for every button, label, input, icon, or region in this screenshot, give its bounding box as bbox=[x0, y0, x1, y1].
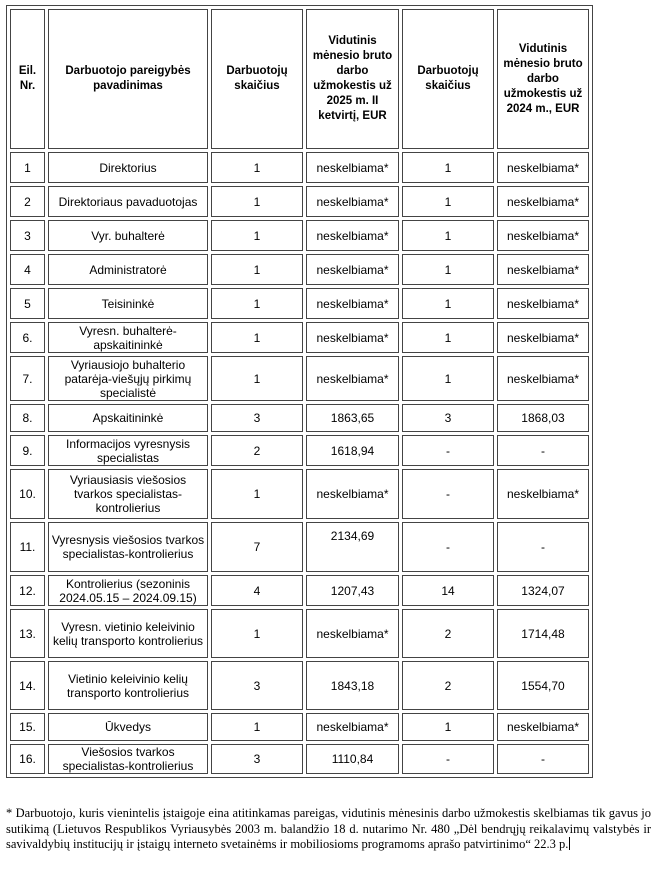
position-cell: Administratorė bbox=[48, 254, 208, 285]
count-2024-cell: 1 bbox=[402, 220, 494, 251]
row-number: 13. bbox=[10, 609, 45, 658]
salary-2025-cell: neskelbiama* bbox=[306, 356, 399, 401]
salary-table bbox=[6, 5, 593, 778]
salary-2025-cell: neskelbiama* bbox=[306, 186, 399, 217]
count-2025-cell: 1 bbox=[211, 609, 303, 658]
salary-2025-cell: neskelbiama* bbox=[306, 152, 399, 183]
count-2025-cell: 3 bbox=[211, 404, 303, 432]
row-number: 15. bbox=[10, 713, 45, 741]
count-2024-cell: 1 bbox=[402, 356, 494, 401]
footnote-text: * Darbuotojo, kuris vienintelis įstaigoje eina atitinkamas pareigas, vidutinis mėnesinis darbo užmokestis skelbiamas tik gavus jo sutikimą (Lietuvos Respublikos Vyriausybės 2003 m. balandžio 18 d. nutarimo Nr. 480 „Dėl bendrųjų reikalavimų valstybės ir savivaldybių institucijų ir įstaigų interneto svetainėms ir mobiliosioms programoms aprašo patvirtinimo“ 22.3 p. bbox=[6, 806, 651, 851]
salary-2025-cell: 2134,69 bbox=[306, 522, 399, 572]
table-row bbox=[10, 661, 589, 710]
salary-2025-cell: 1843,18 bbox=[306, 661, 399, 710]
row-number: 14. bbox=[10, 661, 45, 710]
salary-2025-cell: neskelbiama* bbox=[306, 609, 399, 658]
salary-2025-cell: neskelbiama* bbox=[306, 220, 399, 251]
count-2025-cell: 1 bbox=[211, 356, 303, 401]
table-row bbox=[10, 575, 589, 606]
salary-2025-cell: neskelbiama* bbox=[306, 254, 399, 285]
position-cell: Vyresn. buhalterė-apskaitininkė bbox=[48, 322, 208, 353]
salary-2024-cell: neskelbiama* bbox=[497, 322, 589, 353]
position-cell: Vyresnysis viešosios tvarkos specialistas-kontrolierius bbox=[48, 522, 208, 572]
header-no: Eil. Nr. bbox=[10, 9, 45, 149]
count-2024-cell: 3 bbox=[402, 404, 494, 432]
position-cell: Direktorius bbox=[48, 152, 208, 183]
count-2025-cell: 7 bbox=[211, 522, 303, 572]
count-2025-cell: 3 bbox=[211, 661, 303, 710]
count-2025-cell: 1 bbox=[211, 186, 303, 217]
count-2025-cell: 1 bbox=[211, 220, 303, 251]
salary-2024-cell: neskelbiama* bbox=[497, 254, 589, 285]
position-cell: Kontrolierius (sezoninis 2024.05.15 – 2024.09.15) bbox=[48, 575, 208, 606]
header-row bbox=[10, 9, 589, 149]
row-number: 3 bbox=[10, 220, 45, 251]
count-2025-cell: 1 bbox=[211, 288, 303, 319]
salary-2024-cell: 1868,03 bbox=[497, 404, 589, 432]
footnote bbox=[6, 806, 651, 853]
table-row bbox=[10, 744, 589, 774]
row-number: 4 bbox=[10, 254, 45, 285]
position-cell: Vyriausiasis viešosios tvarkos specialistas-kontrolierius bbox=[48, 469, 208, 519]
table-row bbox=[10, 404, 589, 432]
count-2024-cell: 1 bbox=[402, 322, 494, 353]
salary-2025-cell: neskelbiama* bbox=[306, 469, 399, 519]
count-2024-cell: - bbox=[402, 744, 494, 774]
salary-2024-cell: 1714,48 bbox=[497, 609, 589, 658]
row-number: 10. bbox=[10, 469, 45, 519]
salary-2025-cell: 1618,94 bbox=[306, 435, 399, 466]
header-count-2024: Darbuotojų skaičius bbox=[402, 9, 494, 149]
salary-2025-cell: 1110,84 bbox=[306, 744, 399, 774]
count-2024-cell: 1 bbox=[402, 152, 494, 183]
header-count-2025: Darbuotojų skaičius bbox=[211, 9, 303, 149]
count-2024-cell: - bbox=[402, 435, 494, 466]
count-2024-cell: 14 bbox=[402, 575, 494, 606]
row-number: 16. bbox=[10, 744, 45, 774]
salary-2025-cell: neskelbiama* bbox=[306, 322, 399, 353]
salary-2024-cell: 1554,70 bbox=[497, 661, 589, 710]
position-cell: Informacijos vyresnysis specialistas bbox=[48, 435, 208, 466]
position-cell: Direktoriaus pavaduotojas bbox=[48, 186, 208, 217]
row-number: 12. bbox=[10, 575, 45, 606]
count-2025-cell: 4 bbox=[211, 575, 303, 606]
table-row bbox=[10, 435, 589, 466]
table-row bbox=[10, 322, 589, 353]
position-cell: Ūkvedys bbox=[48, 713, 208, 741]
salary-2024-cell: - bbox=[497, 522, 589, 572]
row-number: 1 bbox=[10, 152, 45, 183]
position-cell: Viešosios tvarkos specialistas-kontrolierius bbox=[48, 744, 208, 774]
position-cell: Vietinio keleivinio kelių transporto kontrolierius bbox=[48, 661, 208, 710]
count-2024-cell: 2 bbox=[402, 609, 494, 658]
row-number: 9. bbox=[10, 435, 45, 466]
table-row bbox=[10, 254, 589, 285]
table-row bbox=[10, 288, 589, 319]
salary-2024-cell: neskelbiama* bbox=[497, 356, 589, 401]
salary-2024-cell: - bbox=[497, 744, 589, 774]
count-2024-cell: - bbox=[402, 469, 494, 519]
count-2025-cell: 1 bbox=[211, 254, 303, 285]
row-number: 11. bbox=[10, 522, 45, 572]
table-row bbox=[10, 356, 589, 401]
row-number: 8. bbox=[10, 404, 45, 432]
row-number: 5 bbox=[10, 288, 45, 319]
salary-2024-cell: neskelbiama* bbox=[497, 469, 589, 519]
header-position: Darbuotojo pareigybės pavadinimas bbox=[48, 9, 208, 149]
salary-2025-cell: neskelbiama* bbox=[306, 713, 399, 741]
table-row bbox=[10, 152, 589, 183]
salary-2025-cell: 1207,43 bbox=[306, 575, 399, 606]
table-row bbox=[10, 522, 589, 572]
salary-2025-cell: neskelbiama* bbox=[306, 288, 399, 319]
table-row bbox=[10, 186, 589, 217]
position-cell: Vyriausiojo buhalterio patarėja-viešųjų pirkimų specialistė bbox=[48, 356, 208, 401]
salary-2024-cell: neskelbiama* bbox=[497, 220, 589, 251]
text-cursor bbox=[569, 837, 570, 850]
position-cell: Apskaitininkė bbox=[48, 404, 208, 432]
count-2024-cell: 1 bbox=[402, 288, 494, 319]
count-2024-cell: 2 bbox=[402, 661, 494, 710]
table-row bbox=[10, 713, 589, 741]
row-number: 6. bbox=[10, 322, 45, 353]
table-row bbox=[10, 220, 589, 251]
salary-2024-cell: neskelbiama* bbox=[497, 186, 589, 217]
row-number: 7. bbox=[10, 356, 45, 401]
count-2024-cell: - bbox=[402, 522, 494, 572]
position-cell: Vyresn. vietinio keleivinio kelių transporto kontrolierius bbox=[48, 609, 208, 658]
position-cell: Vyr. buhalterė bbox=[48, 220, 208, 251]
count-2025-cell: 2 bbox=[211, 435, 303, 466]
salary-2024-cell: neskelbiama* bbox=[497, 713, 589, 741]
salary-2024-cell: neskelbiama* bbox=[497, 288, 589, 319]
count-2025-cell: 1 bbox=[211, 469, 303, 519]
table-row bbox=[10, 469, 589, 519]
position-cell: Teisininkė bbox=[48, 288, 208, 319]
count-2025-cell: 1 bbox=[211, 322, 303, 353]
salary-2024-cell: - bbox=[497, 435, 589, 466]
header-salary-2024: Vidutinis mėnesio bruto darbo užmokestis už 2024 m., EUR bbox=[497, 9, 589, 149]
header-salary-2025: Vidutinis mėnesio bruto darbo užmokestis už 2025 m. II ketvirtį, EUR bbox=[306, 9, 399, 149]
table-row bbox=[10, 609, 589, 658]
count-2025-cell: 1 bbox=[211, 152, 303, 183]
salary-2024-cell: neskelbiama* bbox=[497, 152, 589, 183]
count-2025-cell: 3 bbox=[211, 744, 303, 774]
salary-2025-cell: 1863,65 bbox=[306, 404, 399, 432]
table-body bbox=[10, 152, 589, 774]
salary-2024-cell: 1324,07 bbox=[497, 575, 589, 606]
count-2024-cell: 1 bbox=[402, 713, 494, 741]
count-2024-cell: 1 bbox=[402, 186, 494, 217]
count-2025-cell: 1 bbox=[211, 713, 303, 741]
count-2024-cell: 1 bbox=[402, 254, 494, 285]
row-number: 2 bbox=[10, 186, 45, 217]
